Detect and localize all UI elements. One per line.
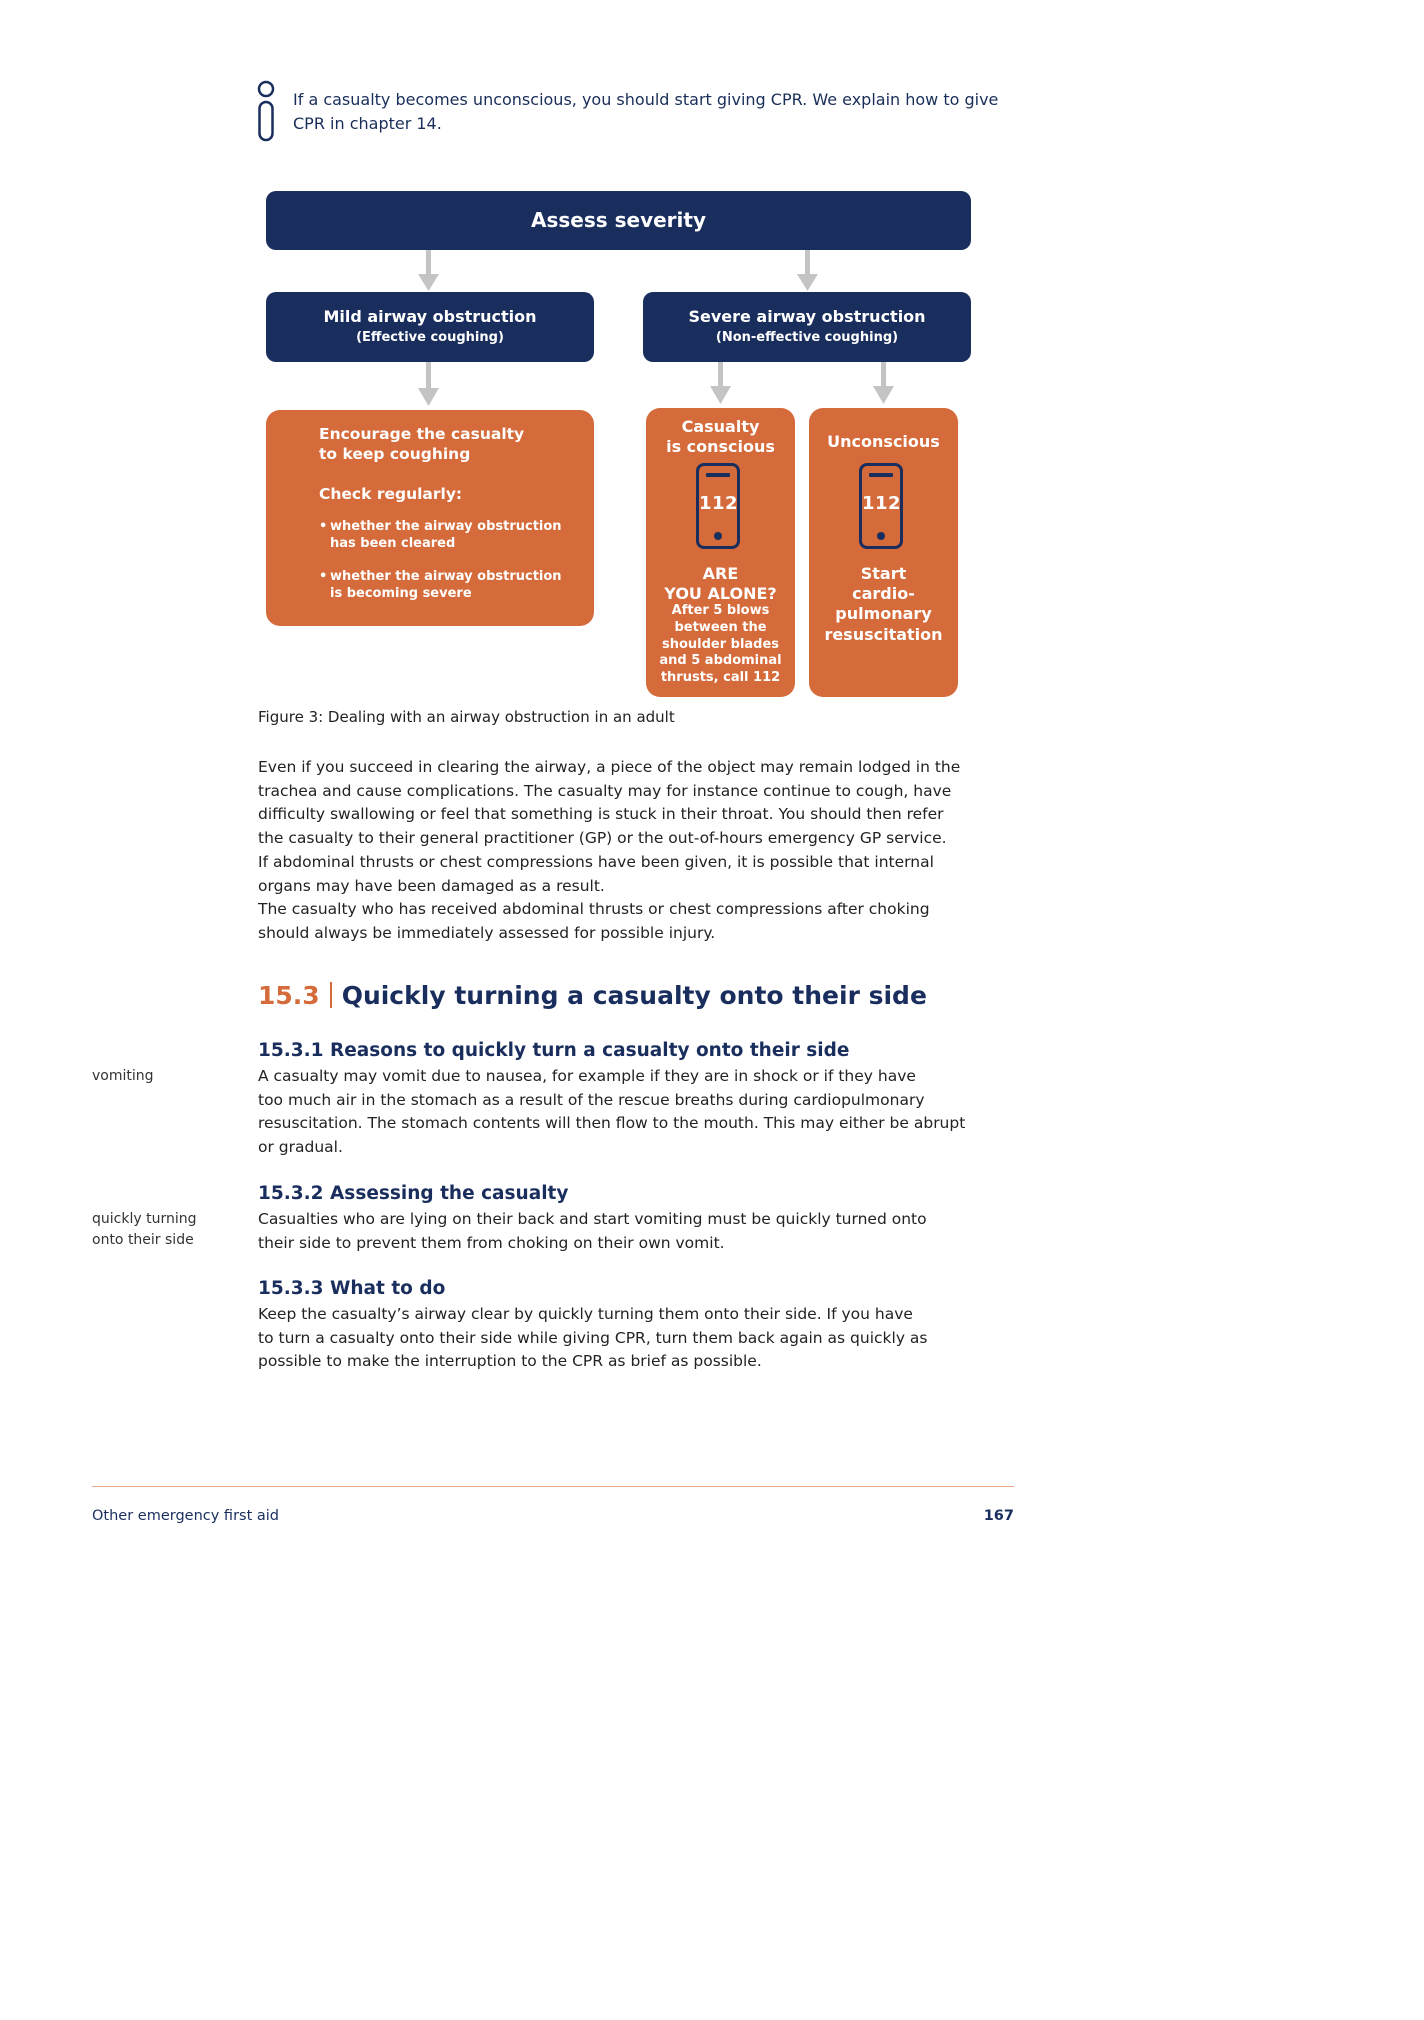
arrow-severe-unconscious — [881, 362, 886, 388]
margin-note-vomiting: vomiting — [92, 1068, 154, 1084]
bullet-2-line-b: is becoming severe — [330, 586, 472, 601]
severe-subtitle: (Non-effective coughing) — [715, 330, 899, 345]
encourage-line-2: to keep coughing — [319, 445, 471, 463]
encourage-line-1: Encourage the casualty — [319, 425, 525, 443]
margin-note-line: quickly turning — [92, 1211, 197, 1227]
assessing-paragraph — [258, 1208, 1018, 1255]
unconscious-title: Unconscious — [827, 432, 940, 451]
severe-obstruction-box — [643, 292, 971, 362]
conscious-detail-line: and 5 abdominal — [659, 653, 782, 669]
subsection-heading-assessing: 15.3.2 Assessing the casualty — [258, 1183, 569, 1204]
bullet-1-line-a: whether the airway obstruction — [330, 519, 562, 534]
check-bullet-severe: • whether the airway obstruction is becoming severe — [319, 568, 579, 602]
body-line: If abdominal thrusts or chest compressions have been given, it is possible that internal — [258, 852, 934, 871]
unconscious-box — [809, 408, 958, 697]
mild-title: Mild airway obstruction — [323, 307, 537, 326]
body-line: Even if you succeed in clearing the airway, a piece of the object may remain lodged in the — [258, 758, 961, 776]
are-alone-b: YOU ALONE? — [664, 584, 777, 603]
section-heading — [258, 981, 927, 1010]
body-line: difficulty swallowing or feel that something is stuck in their throat. You should then refer — [258, 805, 944, 824]
arrow-assess-mild — [426, 250, 431, 276]
arrow-mild-encourage — [426, 362, 431, 390]
what-to-do-line: to turn a casualty onto their side while giving CPR, turn them back again as quickly as — [258, 1328, 928, 1347]
arrow-assess-severe — [805, 250, 810, 276]
body-line: organs may have been damaged as a result. — [258, 876, 605, 895]
body-line: the casualty to their general practitioner (GP) or the out-of-hours emergency GP service. — [258, 829, 947, 848]
what-to-do-line: possible to make the interruption to the CPR as brief as possible. — [258, 1352, 762, 1371]
cpr-line: resuscitation — [824, 624, 943, 644]
conscious-detail-line: shoulder blades — [661, 636, 780, 652]
footer-chapter-title: Other emergency first aid — [92, 1508, 279, 1524]
conscious-title-a: Casualty — [681, 417, 760, 436]
body-paragraph — [258, 756, 1018, 946]
margin-note-quickly-turning — [92, 1209, 196, 1251]
reasons-line: or gradual. — [258, 1138, 343, 1157]
what-to-do-paragraph — [258, 1303, 1018, 1374]
assessing-line: Casualties who are lying on their back and start vomiting must be quickly turned onto — [258, 1210, 927, 1228]
phone-icon — [696, 463, 740, 549]
reasons-line: too much air in the stomach as a result of the rescue breaths during cardiopulmonary — [258, 1090, 925, 1109]
reasons-line: resuscitation. The stomach contents will then flow to the mouth. This may either be abrupt — [258, 1114, 966, 1133]
check-regularly: Check regularly: — [319, 485, 463, 503]
are-alone-a: ARE — [702, 564, 739, 583]
reasons-line: A casualty may vomit due to nausea, for example if they are in shock or if they have — [258, 1067, 916, 1085]
casualty-conscious-box — [646, 408, 795, 697]
section-divider — [330, 982, 332, 1008]
page-number: 167 — [983, 1508, 1014, 1524]
section-number: 15.3 — [258, 981, 320, 1010]
cpr-line: Start — [860, 564, 907, 583]
body-line: should always be immediately assessed for possible injury. — [258, 923, 716, 942]
conscious-detail-line: thrusts, call 112 — [660, 670, 781, 686]
subsection-heading-reasons: 15.3.1 Reasons to quickly turn a casualty onto their side — [258, 1040, 850, 1061]
bullet-2-line-a: whether the airway obstruction — [330, 569, 562, 584]
footer-divider — [92, 1486, 1014, 1487]
conscious-detail-line: between the — [674, 619, 767, 635]
conscious-detail-line: After 5 blows — [671, 603, 770, 618]
reasons-paragraph — [258, 1065, 1018, 1160]
phone-number: 112 — [862, 493, 902, 514]
arrow-severe-conscious — [718, 362, 723, 388]
subsection-heading-what-to-do: 15.3.3 What to do — [258, 1278, 446, 1299]
figure-caption: Figure 3: Dealing with an airway obstruction in an adult — [258, 708, 675, 726]
margin-note-line: onto their side — [92, 1232, 194, 1248]
cpr-line: pulmonary — [835, 604, 932, 624]
cpr-line: cardio- — [852, 584, 915, 604]
phone-icon — [859, 463, 903, 549]
section-title: Quickly turning a casualty onto their side — [341, 981, 927, 1010]
assess-severity-box: Assess severity — [266, 191, 971, 250]
conscious-title-b: is conscious — [666, 437, 775, 456]
mild-subtitle: (Effective coughing) — [356, 330, 504, 345]
body-line: The casualty who has received abdominal thrusts or chest compressions after choking — [258, 900, 930, 919]
body-line: trachea and cause complications. The casualty may for instance continue to cough, have — [258, 781, 952, 800]
info-note: If a casualty becomes unconscious, you should start giving CPR. We explain how to give CPR in chapter 14. — [293, 90, 999, 133]
encourage-coughing-box — [266, 410, 594, 626]
what-to-do-line: Keep the casualty’s airway clear by quickly turning them onto their side. If you have — [258, 1305, 913, 1323]
mild-obstruction-box — [266, 292, 594, 362]
check-bullet-cleared: • whether the airway obstruction has been cleared — [319, 518, 579, 552]
assessing-line: their side to prevent them from choking on their own vomit. — [258, 1233, 725, 1252]
severe-title: Severe airway obstruction — [688, 307, 926, 326]
phone-number: 112 — [699, 493, 739, 514]
bullet-1-line-b: has been cleared — [330, 536, 456, 551]
